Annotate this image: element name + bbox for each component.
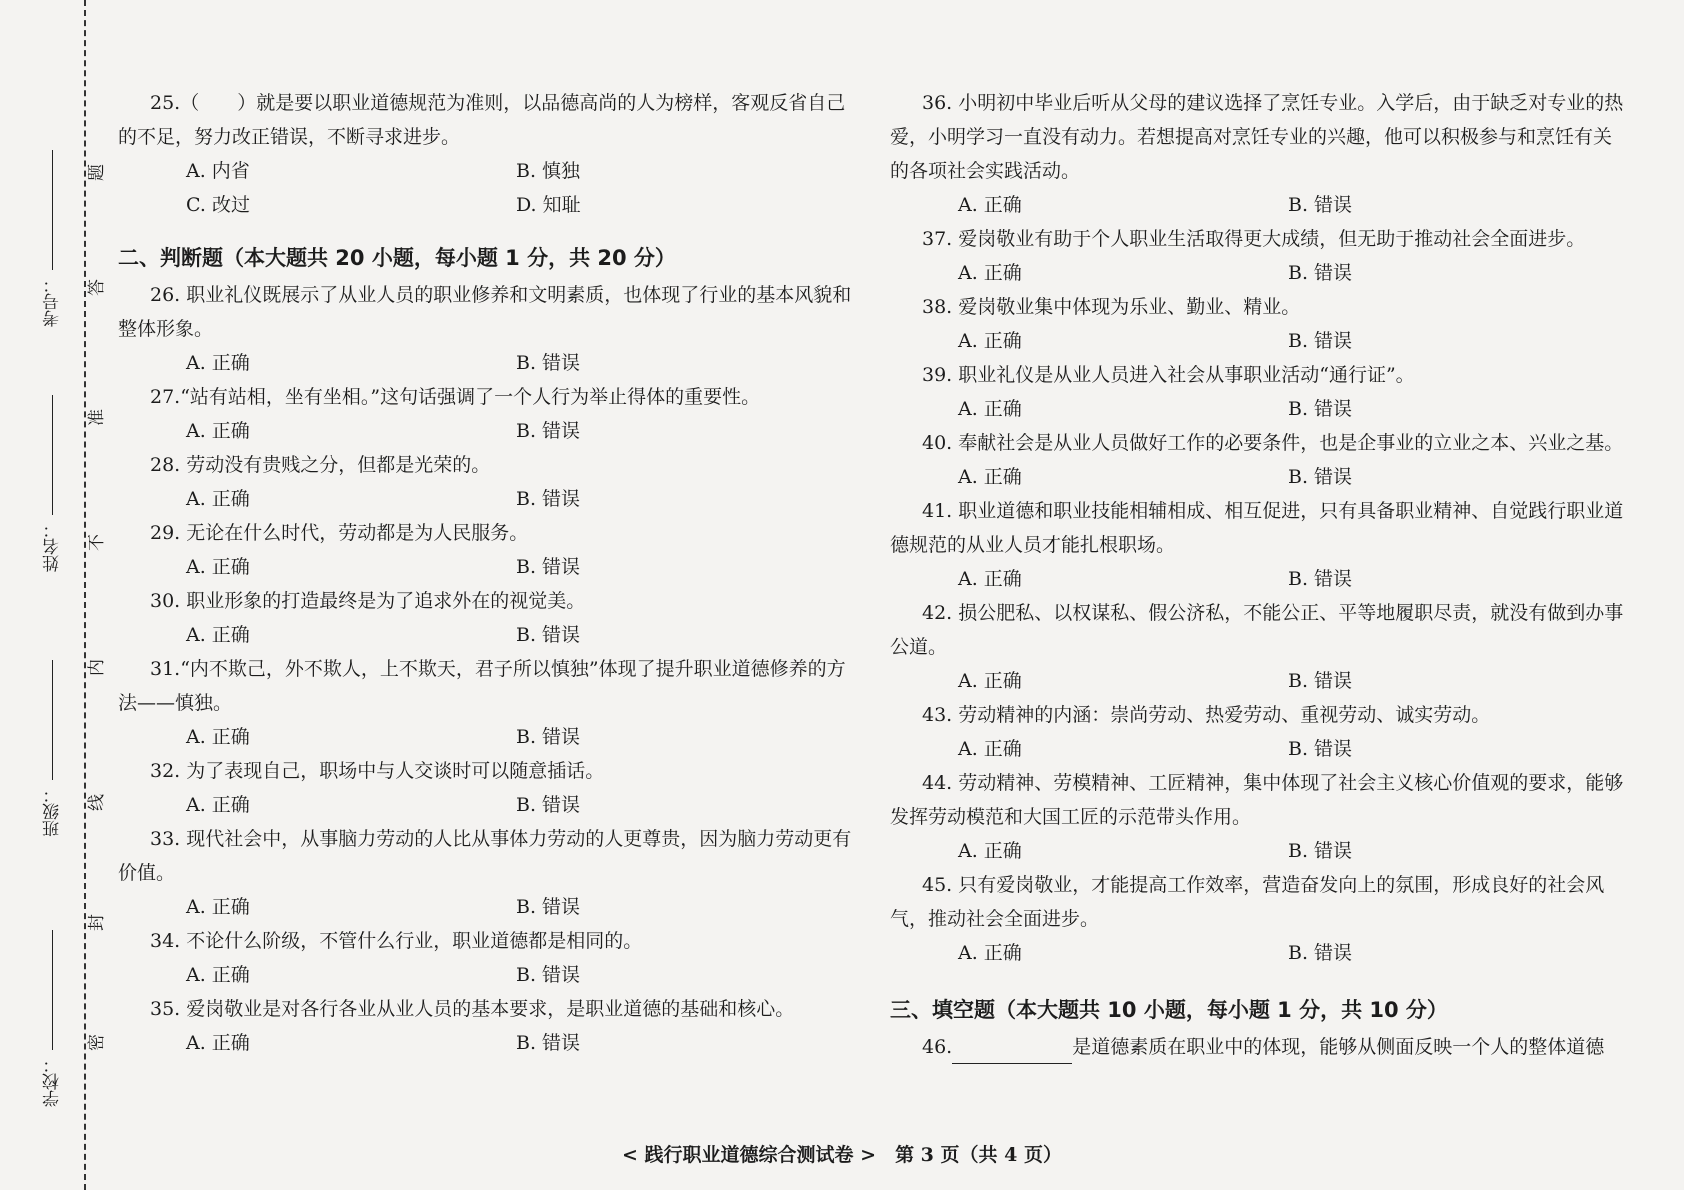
question-stem: 45. 只有爱岗敬业，才能提高工作效率，营造奋发向上的氛围，形成良好的社会风气，推动社会全面进步。 xyxy=(890,874,1605,930)
option-true: A. 正确 xyxy=(186,794,250,816)
judgment-question xyxy=(118,448,858,482)
judgment-question xyxy=(890,86,1630,188)
option-a: A. 内省 xyxy=(186,160,250,182)
option-true: A. 正确 xyxy=(958,330,1022,352)
question-25 xyxy=(118,86,858,154)
options-row xyxy=(890,460,1630,494)
question-stem: 30. 职业形象的打造最终是为了追求外在的视觉美。 xyxy=(150,590,586,612)
options-row xyxy=(890,188,1630,222)
question-stem: 25.（ ）就是要以职业道德规范为准则，以品德高尚的人为榜样，客观反省自己的不足，努力改正错误，不断寻求进步。 xyxy=(118,92,846,148)
judgment-question xyxy=(118,278,858,346)
option-b: B. 慎独 xyxy=(516,160,581,182)
option-true: A. 正确 xyxy=(186,1032,250,1054)
judgment-question xyxy=(890,222,1630,256)
option-false: B. 错误 xyxy=(516,556,581,578)
option-true: A. 正确 xyxy=(186,352,250,374)
judgment-question xyxy=(890,698,1630,732)
judgment-list-right xyxy=(890,86,1630,970)
options-row xyxy=(118,788,858,822)
question-stem: 27.“站有站相，坐有坐相。”这句话强调了一个人行为举止得体的重要性。 xyxy=(150,386,761,408)
option-true: A. 正确 xyxy=(186,420,250,442)
school-field: 学校： xyxy=(40,930,65,1107)
option-c: C. 改过 xyxy=(186,194,250,216)
options-row xyxy=(118,720,858,754)
question-stem: 35. 爱岗敬业是对各行各业从业人员的基本要求，是职业道德的基础和核心。 xyxy=(150,998,795,1020)
section-3-title: 三、填空题（本大题共 10 小题，每小题 1 分，共 10 分） xyxy=(890,998,1448,1022)
judgment-question xyxy=(890,290,1630,324)
question-number: 46. xyxy=(922,1036,953,1058)
option-false: B. 错误 xyxy=(1288,942,1353,964)
option-false: B. 错误 xyxy=(1288,194,1353,216)
question-stem: 31.“内不欺己，外不欺人，上不欺天，君子所以慎独”体现了提升职业道德修养的方法——慎独。 xyxy=(118,658,846,714)
question-stem: 32. 为了表现自己，职场中与人交谈时可以随意插话。 xyxy=(150,760,605,782)
option-false: B. 错误 xyxy=(1288,466,1353,488)
judgment-question xyxy=(118,380,858,414)
question-stem: 33. 现代社会中，从事脑力劳动的人比从事体力劳动的人更尊贵，因为脑力劳动更有价值。 xyxy=(118,828,852,884)
options-row xyxy=(118,346,858,380)
judgment-question xyxy=(118,754,858,788)
question-stem: 26. 职业礼仪既展示了从业人员的职业修养和文明素质，也体现了行业的基本风貌和整体形象。 xyxy=(118,284,852,340)
option-false: B. 错误 xyxy=(516,896,581,918)
seal-char: 题 xyxy=(87,164,107,181)
option-true: A. 正确 xyxy=(958,738,1022,760)
judgment-question xyxy=(118,516,858,550)
option-true: A. 正确 xyxy=(186,624,250,646)
options-row xyxy=(118,482,858,516)
question-stem: 40. 奉献社会是从业人员做好工作的必要条件，也是企事业的立业之本、兴业之基。 xyxy=(922,432,1624,454)
options-row xyxy=(118,550,858,584)
options-row xyxy=(118,154,858,188)
options-row xyxy=(890,732,1630,766)
options-row xyxy=(890,562,1630,596)
options-row xyxy=(118,1026,858,1060)
question-stem: 36. 小明初中毕业后听从父母的建议选择了烹饪专业。入学后，由于缺乏对专业的热爱，小明学习一直没有动力。若想提高对烹饪专业的兴趣，他可以积极参与和烹饪有关的各项社会实践活动。 xyxy=(890,92,1624,182)
option-d: D. 知耻 xyxy=(516,194,581,216)
section-2-title: 二、判断题（本大题共 20 小题，每小题 1 分，共 20 分） xyxy=(118,246,676,270)
options-row xyxy=(890,936,1630,970)
judgment-question xyxy=(118,992,858,1026)
option-false: B. 错误 xyxy=(516,1032,581,1054)
options-row xyxy=(890,256,1630,290)
option-false: B. 错误 xyxy=(516,352,581,374)
question-46 xyxy=(890,1030,1630,1064)
judgment-question xyxy=(118,822,858,890)
question-stem: 是道德素质在职业中的体现，能够从侧面反映一个人的整体道德 xyxy=(1072,1036,1605,1058)
option-false: B. 错误 xyxy=(516,794,581,816)
judgment-question xyxy=(118,924,858,958)
option-true: A. 正确 xyxy=(958,670,1022,692)
judgment-question xyxy=(118,584,858,618)
question-stem: 44. 劳动精神、劳模精神、工匠精神，集中体现了社会主义核心价值观的要求，能够发挥劳动模范和大国工匠的示范带头作用。 xyxy=(890,772,1624,828)
option-true: A. 正确 xyxy=(958,262,1022,284)
question-stem: 28. 劳动没有贵贱之分，但都是光荣的。 xyxy=(150,454,491,476)
options-row xyxy=(118,414,858,448)
option-false: B. 错误 xyxy=(516,488,581,510)
right-column xyxy=(890,86,1630,1064)
judgment-question xyxy=(890,358,1630,392)
seal-char: 线 xyxy=(87,794,107,811)
seal-char: 封 xyxy=(87,914,107,931)
seal-char: 准 xyxy=(87,409,107,426)
option-false: B. 错误 xyxy=(1288,262,1353,284)
judgment-question xyxy=(890,426,1630,460)
option-true: A. 正确 xyxy=(186,556,250,578)
option-false: B. 错误 xyxy=(516,964,581,986)
option-true: A. 正确 xyxy=(958,942,1022,964)
option-true: A. 正确 xyxy=(186,726,250,748)
options-row xyxy=(118,958,858,992)
option-true: A. 正确 xyxy=(186,488,250,510)
question-stem: 37. 爱岗敬业有助于个人职业生活取得更大成绩，但无助于推动社会全面进步。 xyxy=(922,228,1586,250)
judgment-question xyxy=(890,868,1630,936)
options-row xyxy=(890,392,1630,426)
options-row xyxy=(890,324,1630,358)
options-row xyxy=(118,618,858,652)
option-true: A. 正确 xyxy=(958,466,1022,488)
option-false: B. 错误 xyxy=(1288,398,1353,420)
judgment-question xyxy=(890,766,1630,834)
left-column xyxy=(118,86,858,1060)
option-true: A. 正确 xyxy=(958,194,1022,216)
options-row xyxy=(890,834,1630,868)
seal-char: 答 xyxy=(87,279,107,296)
question-stem: 43. 劳动精神的内涵：崇尚劳动、热爱劳动、重视劳动、诚实劳动。 xyxy=(922,704,1491,726)
option-true: A. 正确 xyxy=(186,896,250,918)
question-stem: 38. 爱岗敬业集中体现为乐业、勤业、精业。 xyxy=(922,296,1301,318)
question-stem: 39. 职业礼仪是从业人员进入社会从事职业活动“通行证”。 xyxy=(922,364,1415,386)
question-stem: 34. 不论什么阶级，不管什么行业，职业道德都是相同的。 xyxy=(150,930,643,952)
option-true: A. 正确 xyxy=(958,398,1022,420)
options-row xyxy=(118,188,858,222)
seal-char: 内 xyxy=(87,659,107,676)
options-row xyxy=(890,664,1630,698)
judgment-question xyxy=(890,596,1630,664)
class-field: 班级： xyxy=(40,660,65,837)
question-stem: 41. 职业道德和职业技能相辅相成、相互促进，只有具备职业精神、自觉践行职业道德规范的从业人员才能扎根职场。 xyxy=(890,500,1624,556)
option-false: B. 错误 xyxy=(1288,568,1353,590)
option-false: B. 错误 xyxy=(516,726,581,748)
option-true: A. 正确 xyxy=(186,964,250,986)
judgment-question xyxy=(118,652,858,720)
option-false: B. 错误 xyxy=(516,624,581,646)
option-true: A. 正确 xyxy=(958,568,1022,590)
page-footer: < 践行职业道德综合测试卷 > 第 3 页（共 4 页） xyxy=(622,1144,1062,1166)
options-row xyxy=(118,890,858,924)
exam-number-field: 考号： xyxy=(40,150,65,327)
question-stem: 42. 损公肥私、以权谋私、假公济私，不能公正、平等地履职尽责，就没有做到办事公道。 xyxy=(890,602,1624,658)
seal-char: 密 xyxy=(87,1034,107,1051)
binding-margin xyxy=(0,0,110,1190)
judgment-question xyxy=(890,494,1630,562)
question-stem: 29. 无论在什么时代，劳动都是为人民服务。 xyxy=(150,522,529,544)
name-field: 姓名： xyxy=(40,395,65,572)
judgment-list-left xyxy=(118,278,858,1060)
seal-char: 不 xyxy=(87,534,107,551)
option-true: A. 正确 xyxy=(958,840,1022,862)
option-false: B. 错误 xyxy=(1288,330,1353,352)
option-false: B. 错误 xyxy=(1288,738,1353,760)
option-false: B. 错误 xyxy=(516,420,581,442)
answer-blank[interactable] xyxy=(952,1041,1072,1064)
option-false: B. 错误 xyxy=(1288,840,1353,862)
option-false: B. 错误 xyxy=(1288,670,1353,692)
